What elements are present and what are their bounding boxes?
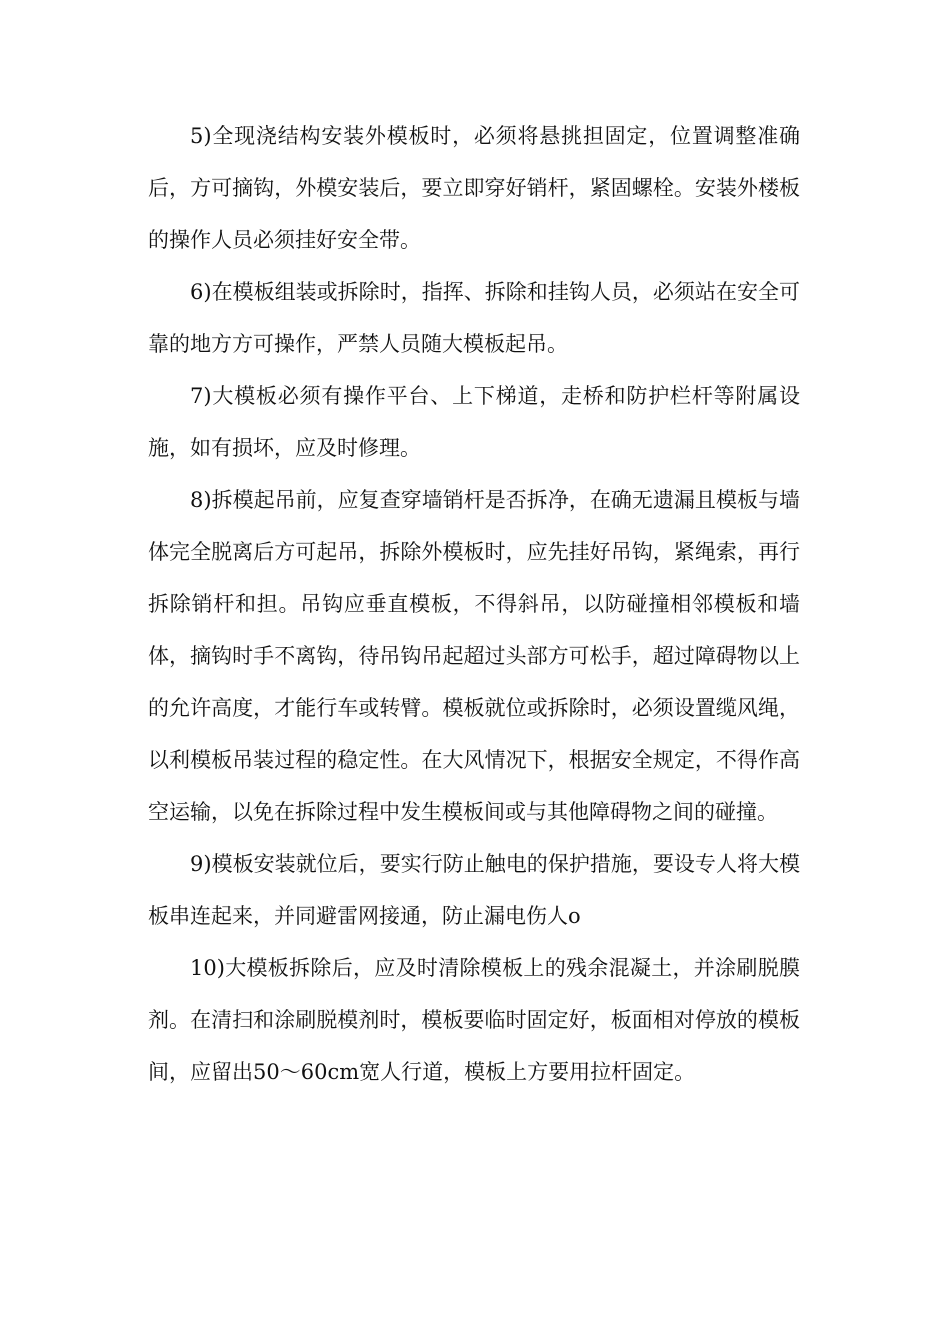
paragraph-6: 6)在模板组装或拆除时，指挥、拆除和挂钩人员，必须站在安全可靠的地方方可操作，严禁人员随大模板起吊。	[148, 280, 800, 356]
paragraph-8: 8)拆模起吊前，应复查穿墙销杆是否拆净，在确无遗漏且模板与墙体完全脱离后方可起吊，拆除外模板时，应先挂好吊钩，紧绳索，再行拆除销杆和担。吊钩应垂直模板，不得斜吊，以防碰撞相邻模板和墙体，摘钩时手不离钩，待吊钩吊起超过头部方可松手，超过障碍物以上的允许高度，才能行车或转臂。模板就位或拆除时，必须设置缆风绳，以利模板吊装过程的稳定性。在大风情况下，根据安全规定，不得作高空运输，以免在拆除过程中发生模板间或与其他障碍物之间的碰撞。	[148, 488, 800, 824]
paragraph-10: 10)大模板拆除后，应及时清除模板上的残余混凝土，并涂刷脱膜剂。在清扫和涂刷脱模剂时，模板要临时固定好，板面相对停放的模板间，应留出50～60cm宽人行道，模板上方要用拉杆固定。	[148, 956, 800, 1084]
document-page	[148, 110, 800, 1098]
paragraph-7: 7)大模板必须有操作平台、上下梯道，走桥和防护栏杆等附属设施，如有损坏，应及时修理。	[148, 384, 800, 460]
paragraph-9: 9)模板安装就位后，要实行防止触电的保护措施，要设专人将大模板串连起来，并同避雷网接通，防止漏电伤人o	[148, 852, 800, 928]
paragraph-5: 5)全现浇结构安装外模板时，必须将悬挑担固定，位置调整准确后，方可摘钩，外模安装后，要立即穿好销杆，紧固螺栓。安装外楼板的操作人员必须挂好安全带。	[148, 124, 800, 252]
